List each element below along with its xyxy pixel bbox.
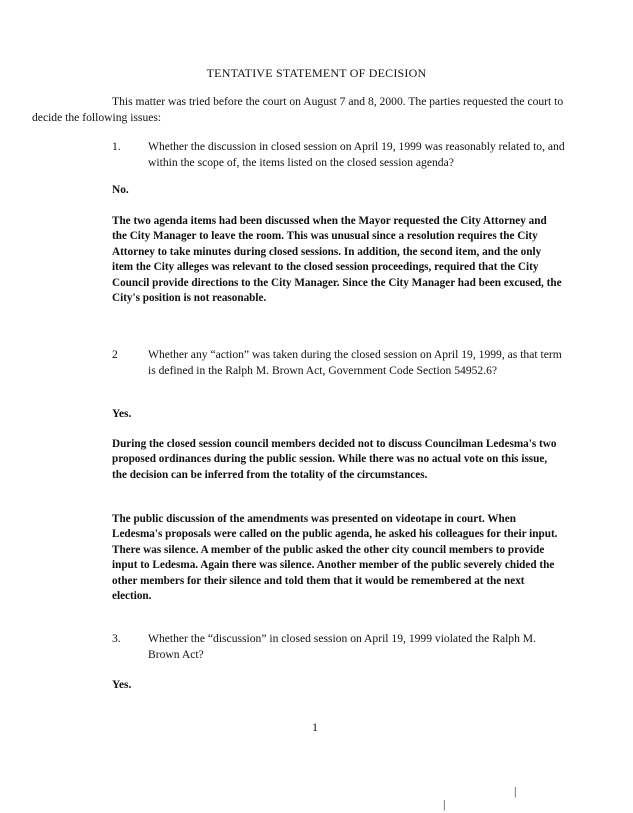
issue-2-discussion-2: The public discussion of the amendments was presented on videotape in court. When Ledesma's proposals were called on the public agenda, he asked his colleagues for their input. There was silence. A member of the public asked the other city council members to provide input to Ledesma. Again there was silence. Another member of the public severely chided the other members for their silence and told them that it would be remembered at the next election.	[112, 513, 558, 603]
issue-2-discussion-1: During the closed session council members decided not to discuss Councilman Ledesma's two proposed ordinances during the public session. While there was no actual vote on this issue, the decision can be inferred from the totality of the circumstances.	[112, 438, 557, 481]
issue-2-question: Whether any “action” was taken during the closed session on April 19, 1999, as that term is defined in the Ralph M. Brown Act, Government Code Section 54952.6?	[148, 348, 562, 377]
stray-mark: |	[514, 784, 517, 798]
issue-1-answer: No.	[112, 184, 129, 196]
issue-1-question: Whether the discussion in closed session on April 19, 1999 was reasonably related to, and within the scope of, the items listed on the closed session agenda?	[148, 140, 565, 169]
issue-3-answer: Yes.	[112, 679, 132, 691]
issue-2-number: 2	[112, 348, 118, 361]
page-number: 1	[312, 720, 318, 734]
document-title: TENTATIVE STATEMENT OF DECISION	[206, 66, 427, 80]
issue-3-question: Whether the “discussion” in closed session on April 19, 1999 violated the Ralph M. Brown Act?	[148, 632, 537, 661]
issue-3-number: 3.	[112, 632, 121, 645]
intro-paragraph: This matter was tried before the court on August 7 and 8, 2000. The parties requested the court to decide the following issues:	[32, 95, 564, 124]
stray-mark: |	[443, 797, 446, 811]
issue-2-answer: Yes.	[112, 408, 132, 420]
issue-1-number: 1.	[112, 140, 121, 153]
issue-1-discussion: The two agenda items had been discussed when the Mayor requested the City Attorney and the City Manager to leave the room. This was unusual since a resolution requires the City Attorney to take minutes during closed sessions. In addition, the second item, and the only item the City alleges was relevant to the closed session proceedings, required that the City Council provide directions to the City Manager. Since the City Manager had been excused, the City's position is not reasonable.	[112, 215, 562, 305]
